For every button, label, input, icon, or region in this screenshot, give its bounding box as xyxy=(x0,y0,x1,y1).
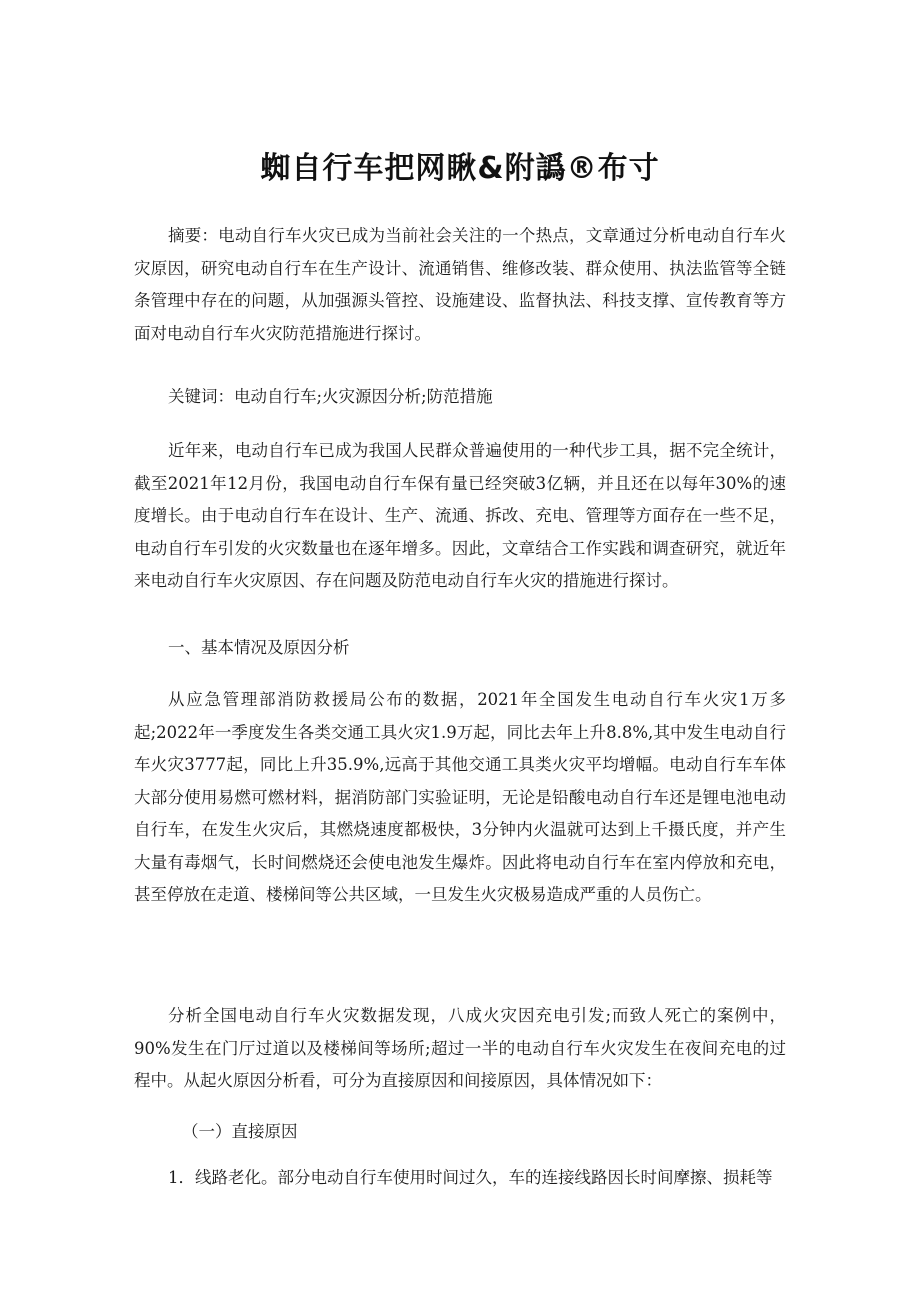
section-heading-1: 一、基本情况及原因分析 xyxy=(168,638,350,657)
subsection-heading-1: （一）直接原因 xyxy=(182,1122,298,1141)
section1-paragraph-2: 分析全国电动自行车火灾数据发现，八成火灾因充电引发;而致人死亡的案例中，90%发生在门厅过道以及楼梯间等场所;超过一半的电动自行车火灾发生在夜间充电的过程中。从起火原因分析看，可分为直接原因和间接原因，具体情况如下： xyxy=(134,1006,786,1090)
intro-paragraph: 近年来，电动自行车已成为我国人民群众普遍使用的一种代步工具，据不完全统计，截至2021年12月份，我国电动自行车保有量已经突破3亿辆，并且还在以每年30%的速度增长。由于电动自行车在设计、生产、流通、拆改、充电、管理等方面存在一些不足，电动自行车引发的火灾数量也在逐年增多。因此，文章结合工作实践和调查研究，就近年来电动自行车火灾原因、存在问题及防范电动自行车火灾的措施进行探讨。 xyxy=(134,441,786,590)
keywords-line: 关键词：电动自行车;火灾源因分析;防范措施 xyxy=(168,387,493,406)
document-title: 蜘自行车把网瞅&附譌®布寸 xyxy=(260,151,660,186)
list-item-1: 1．线路老化。部分电动自行车使用时间过久，车的连接线路因长时间摩擦、损耗等 xyxy=(168,1168,773,1187)
abstract-paragraph: 摘要：电动自行车火灾已成为当前社会关注的一个热点，文章通过分析电动自行车火灾原因，研究电动自行车在生产设计、流通销售、维修改装、群众使用、执法监管等全链条管理中存在的问题，从加强源头管控、设施建设、监督执法、科技支撑、宣传教育等方面对电动自行车火灾防范措施进行探讨。 xyxy=(134,226,786,343)
section1-paragraph-1: 从应急管理部消防救援局公布的数据，2021年全国发生电动自行车火灾1万多起;2022年一季度发生各类交通工具火灾1.9万起，同比去年上升8.8%,其中发生电动自行车火灾3777起，同比上升35.9%,远高于其他交通工具类火灾平均增幅。电动自行车车体大部分使用易燃可燃材料，据消防部门实验证明，无论是铅酸电动自行车还是锂电池电动自行车，在发生火灾后，其燃烧速度都极快，3分钟内火温就可达到上千摄氏度，并产生大量有毒烟气，长时间燃烧还会使电池发生爆炸。因此将电动自行车在室内停放和充电，甚至停放在走道、楼梯间等公共区域，一旦发生火灾极易造成严重的人员伤亡。 xyxy=(134,690,786,904)
